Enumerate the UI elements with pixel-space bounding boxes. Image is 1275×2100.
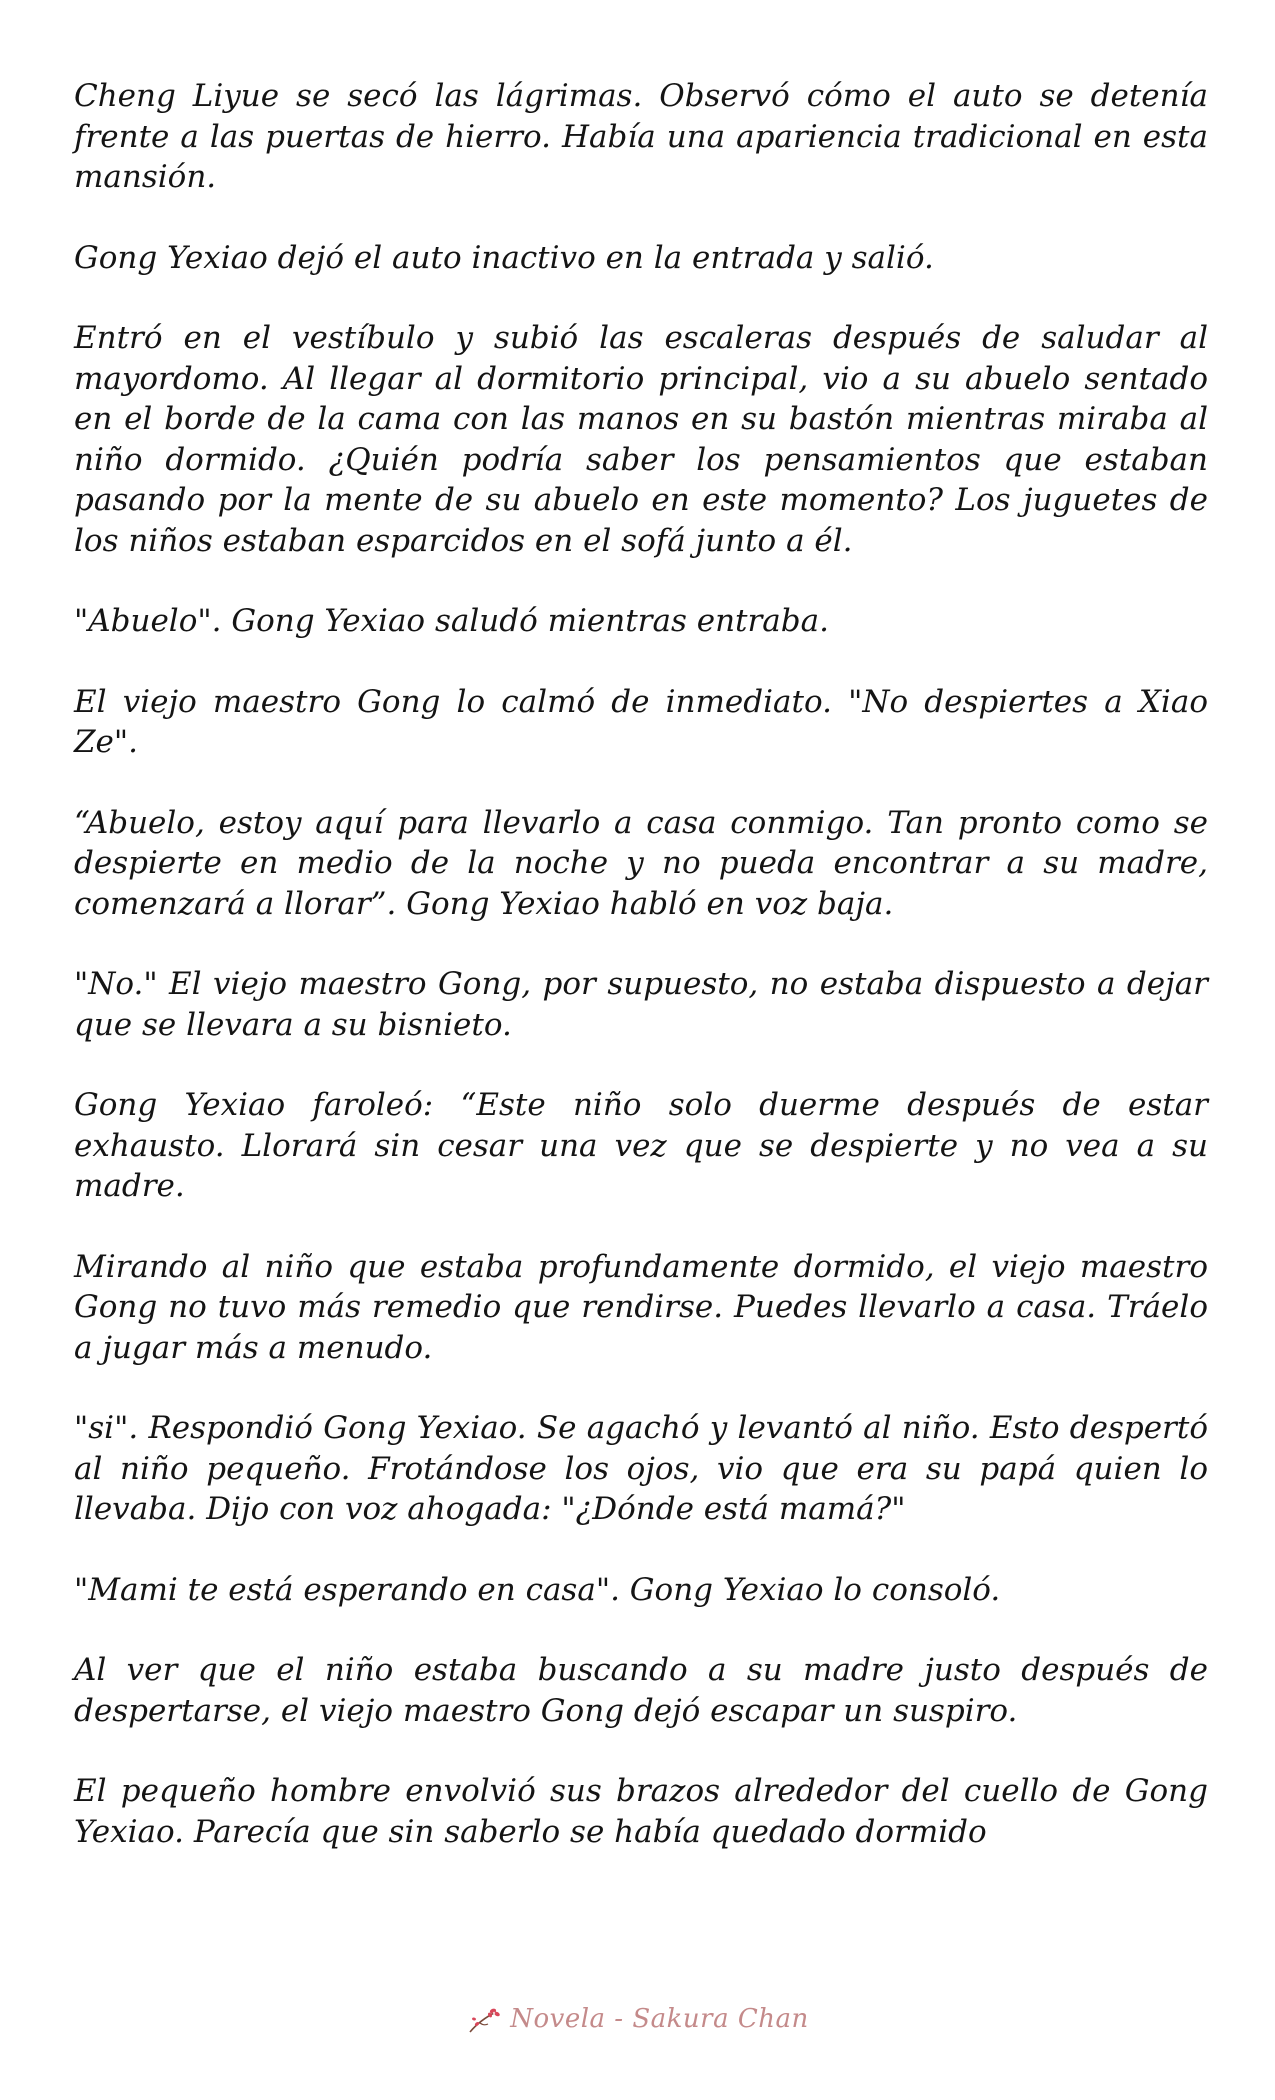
paragraph: "si". Respondió Gong Yexiao. Se agachó y levantó al niño. Esto despertó al niño pequeño. Frotándose los ojos, vio que era su papá quien lo llevaba. Dijo con voz ahogada: "¿Dónde está mamá?" <box>74 1410 1208 1527</box>
paragraph: “Abuelo, estoy aquí para llevarlo a casa conmigo. Tan pronto como se despierte en medio de la noche y no pueda encontrar a su madre, comenzará a llorar”. Gong Yexiao habló en voz baja. <box>74 804 1208 922</box>
paragraph: El viejo maestro Gong lo calmó de inmediato. "No despiertes a Xiao Ze". <box>74 683 1208 760</box>
document-body <box>74 76 1208 1852</box>
paragraph: El pequeño hombre envolvió sus brazos alrededor del cuello de Gong Yexiao. Parecía que sin saberlo se había quedado dormido <box>74 1773 1208 1850</box>
paragraph: Mirando al niño que estaba profundamente dormido, el viejo maestro Gong no tuvo más remedio que rendirse. Puedes llevarlo a casa. Tráelo a jugar más a menudo. <box>74 1248 1208 1366</box>
paragraph: "Mami te está esperando en casa". Gong Yexiao lo consoló. <box>74 1571 1001 1608</box>
paragraph: Gong Yexiao dejó el auto inactivo en la entrada y salió. <box>74 239 934 276</box>
footer-watermark <box>0 2002 1275 2036</box>
paragraph: Gong Yexiao faroleó: “Este niño solo duerme después de estar exhausto. Llorará sin cesar una vez que se despierte y no vea a su madre. <box>74 1087 1208 1204</box>
paragraph: "Abuelo". Gong Yexiao saludó mientras entraba. <box>74 603 829 639</box>
footer-brand <box>466 2002 809 2036</box>
paragraph: Cheng Liyue se secó las lágrimas. Observó cómo el auto se detenía frente a las puertas de hierro. Había una apariencia tradicional en esta mansión. <box>74 78 1208 195</box>
footer-text: Novela - Sakura Chan <box>510 2004 809 2034</box>
sakura-icon <box>466 2002 504 2036</box>
paragraph: "No." El viejo maestro Gong, por supuesto, no estaba dispuesto a dejar que se llevara a su bisnieto. <box>74 966 1208 1043</box>
paragraph: Entró en el vestíbulo y subió las escaleras después de saludar al mayordomo. Al llegar al dormitorio principal, vio a su abuelo sentado en el borde de la cama con las manos en su bastón mientras miraba al niño dormido. ¿Quién podría saber los pensamientos que estaban pasando por la mente de su abuelo en este momento? Los juguetes de los niños estaban esparcidos en el sofá junto a él. <box>74 320 1208 559</box>
paragraph: Al ver que el niño estaba buscando a su madre justo después de despertarse, el viejo maestro Gong dejó escapar un suspiro. <box>74 1652 1208 1729</box>
